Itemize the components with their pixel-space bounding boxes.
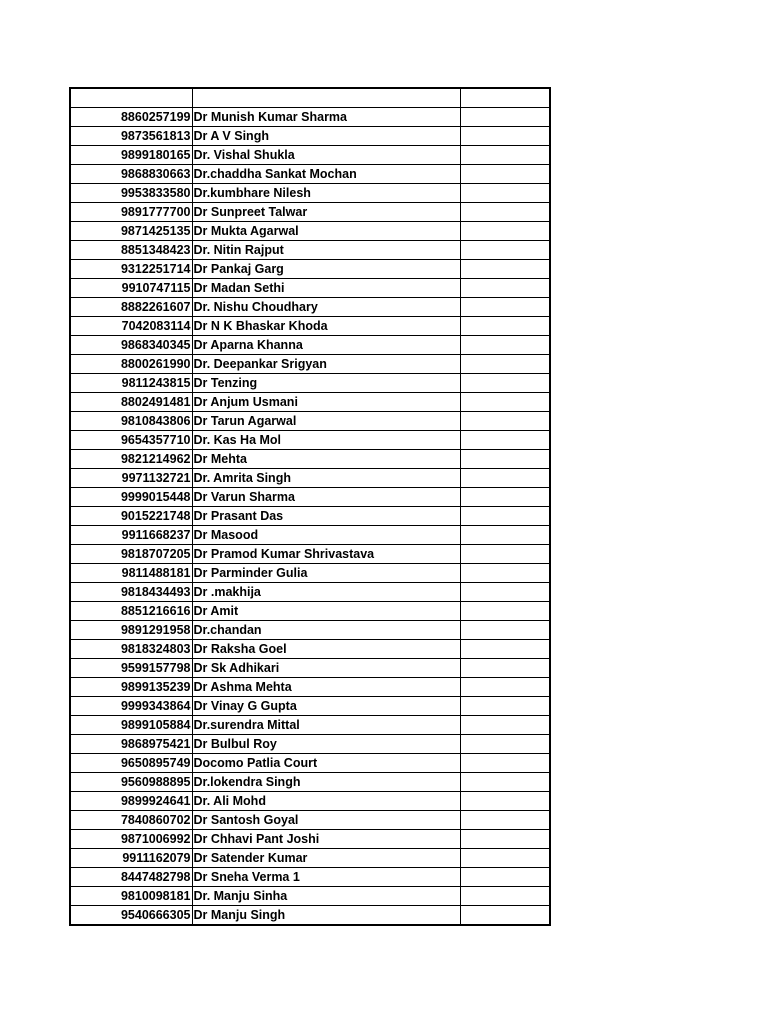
phone-number-cell: 9312251714 bbox=[70, 259, 192, 278]
empty-cell bbox=[460, 829, 550, 848]
table-row bbox=[70, 506, 550, 525]
table-row bbox=[70, 905, 550, 925]
doctor-name-cell: Dr.lokendra Singh bbox=[192, 772, 460, 791]
doctor-name-cell: Dr Madan Sethi bbox=[192, 278, 460, 297]
empty-cell bbox=[460, 601, 550, 620]
empty-cell bbox=[460, 259, 550, 278]
empty-cell bbox=[460, 620, 550, 639]
empty-cell bbox=[460, 468, 550, 487]
doctor-name-cell: Dr Aparna Khanna bbox=[192, 335, 460, 354]
table-row bbox=[70, 107, 550, 126]
table-row bbox=[70, 278, 550, 297]
table-row bbox=[70, 335, 550, 354]
empty-cell bbox=[460, 905, 550, 925]
phone-number-cell: 9654357710 bbox=[70, 430, 192, 449]
doctor-name-cell: Dr Tarun Agarwal bbox=[192, 411, 460, 430]
phone-number-cell: 8802491481 bbox=[70, 392, 192, 411]
table-row bbox=[70, 240, 550, 259]
empty-cell bbox=[460, 658, 550, 677]
phone-number-cell: 9971132721 bbox=[70, 468, 192, 487]
empty-cell bbox=[460, 810, 550, 829]
table-row bbox=[70, 525, 550, 544]
phone-number-cell: 9811243815 bbox=[70, 373, 192, 392]
empty-cell bbox=[460, 696, 550, 715]
empty-cell bbox=[460, 126, 550, 145]
header-cell-name bbox=[192, 88, 460, 107]
doctor-name-cell: Dr.surendra Mittal bbox=[192, 715, 460, 734]
table-row bbox=[70, 639, 550, 658]
table-row bbox=[70, 677, 550, 696]
phone-number-cell: 8851216616 bbox=[70, 601, 192, 620]
doctor-name-cell: Dr. Ali Mohd bbox=[192, 791, 460, 810]
empty-cell bbox=[460, 392, 550, 411]
table-row bbox=[70, 354, 550, 373]
table-row bbox=[70, 658, 550, 677]
phone-number-cell: 9818324803 bbox=[70, 639, 192, 658]
doctor-name-cell: Dr N K Bhaskar Khoda bbox=[192, 316, 460, 335]
doctor-name-cell: Dr.chaddha Sankat Mochan bbox=[192, 164, 460, 183]
header-cell-number bbox=[70, 88, 192, 107]
table-row bbox=[70, 791, 550, 810]
empty-cell bbox=[460, 297, 550, 316]
empty-cell bbox=[460, 734, 550, 753]
phone-number-cell: 7840860702 bbox=[70, 810, 192, 829]
table-row bbox=[70, 582, 550, 601]
phone-number-cell: 9818434493 bbox=[70, 582, 192, 601]
phone-number-cell: 9871006992 bbox=[70, 829, 192, 848]
empty-cell bbox=[460, 278, 550, 297]
table-row bbox=[70, 886, 550, 905]
phone-number-cell: 9868975421 bbox=[70, 734, 192, 753]
table-row bbox=[70, 183, 550, 202]
doctor-name-cell: Dr. Manju Sinha bbox=[192, 886, 460, 905]
doctor-name-cell: Dr Bulbul Roy bbox=[192, 734, 460, 753]
doctor-name-cell: Dr Mehta bbox=[192, 449, 460, 468]
doctor-name-cell: Dr Raksha Goel bbox=[192, 639, 460, 658]
doctor-name-cell: Dr Pramod Kumar Shrivastava bbox=[192, 544, 460, 563]
table-row bbox=[70, 734, 550, 753]
table-row bbox=[70, 202, 550, 221]
doctor-name-cell: Dr Santosh Goyal bbox=[192, 810, 460, 829]
empty-cell bbox=[460, 107, 550, 126]
doctor-name-cell: Dr.kumbhare Nilesh bbox=[192, 183, 460, 202]
phone-number-cell: 9871425135 bbox=[70, 221, 192, 240]
empty-cell bbox=[460, 316, 550, 335]
empty-cell bbox=[460, 221, 550, 240]
empty-cell bbox=[460, 411, 550, 430]
doctor-name-cell: Dr Amit bbox=[192, 601, 460, 620]
empty-cell bbox=[460, 202, 550, 221]
table-row bbox=[70, 297, 550, 316]
table-row bbox=[70, 221, 550, 240]
phone-number-cell: 9560988895 bbox=[70, 772, 192, 791]
doctor-name-cell: Dr Vinay G Gupta bbox=[192, 696, 460, 715]
doctor-name-cell: Dr A V Singh bbox=[192, 126, 460, 145]
phone-number-cell: 9810098181 bbox=[70, 886, 192, 905]
table-row bbox=[70, 848, 550, 867]
doctor-name-cell: Dr Varun Sharma bbox=[192, 487, 460, 506]
empty-cell bbox=[460, 886, 550, 905]
doctor-name-cell: Dr.chandan bbox=[192, 620, 460, 639]
doctor-name-cell: Dr Masood bbox=[192, 525, 460, 544]
doctor-name-cell: Dr Chhavi Pant Joshi bbox=[192, 829, 460, 848]
phone-number-cell: 9953833580 bbox=[70, 183, 192, 202]
table-row bbox=[70, 316, 550, 335]
empty-cell bbox=[460, 373, 550, 392]
empty-cell bbox=[460, 145, 550, 164]
phone-number-cell: 8860257199 bbox=[70, 107, 192, 126]
table-row bbox=[70, 487, 550, 506]
empty-cell bbox=[460, 677, 550, 696]
phone-number-cell: 8882261607 bbox=[70, 297, 192, 316]
empty-cell bbox=[460, 791, 550, 810]
empty-cell bbox=[460, 506, 550, 525]
phone-number-cell: 9818707205 bbox=[70, 544, 192, 563]
doctor-name-cell: Dr Tenzing bbox=[192, 373, 460, 392]
table-row bbox=[70, 810, 550, 829]
empty-cell bbox=[460, 544, 550, 563]
doctor-name-cell: Dr. Nishu Choudhary bbox=[192, 297, 460, 316]
doctor-name-cell: Dr. Kas Ha Mol bbox=[192, 430, 460, 449]
empty-cell bbox=[460, 183, 550, 202]
phone-number-cell: 9868340345 bbox=[70, 335, 192, 354]
phone-number-cell: 9821214962 bbox=[70, 449, 192, 468]
empty-cell bbox=[460, 240, 550, 259]
phone-number-cell: 9899135239 bbox=[70, 677, 192, 696]
phone-number-cell: 9899924641 bbox=[70, 791, 192, 810]
doctor-name-cell: Docomo Patlia Court bbox=[192, 753, 460, 772]
doctor-name-cell: Dr Anjum Usmani bbox=[192, 392, 460, 411]
doctor-name-cell: Dr. Nitin Rajput bbox=[192, 240, 460, 259]
empty-cell bbox=[460, 164, 550, 183]
empty-cell bbox=[460, 639, 550, 658]
doctor-name-cell: Dr Sunpreet Talwar bbox=[192, 202, 460, 221]
phone-number-cell: 9868830663 bbox=[70, 164, 192, 183]
table-row bbox=[70, 544, 550, 563]
phone-number-cell: 9899105884 bbox=[70, 715, 192, 734]
empty-cell bbox=[460, 715, 550, 734]
phone-number-cell: 9599157798 bbox=[70, 658, 192, 677]
empty-cell bbox=[460, 582, 550, 601]
empty-cell bbox=[460, 487, 550, 506]
phone-number-cell: 7042083114 bbox=[70, 316, 192, 335]
phone-number-cell: 9899180165 bbox=[70, 145, 192, 164]
table-row bbox=[70, 753, 550, 772]
table-row bbox=[70, 867, 550, 886]
phone-number-cell: 9650895749 bbox=[70, 753, 192, 772]
table-row bbox=[70, 392, 550, 411]
doctor-name-cell: Dr. Deepankar Srigyan bbox=[192, 354, 460, 373]
doctor-name-cell: Dr. Amrita Singh bbox=[192, 468, 460, 487]
empty-cell bbox=[460, 867, 550, 886]
empty-cell bbox=[460, 848, 550, 867]
phone-number-cell: 9810843806 bbox=[70, 411, 192, 430]
phone-number-cell: 8800261990 bbox=[70, 354, 192, 373]
phone-number-cell: 8851348423 bbox=[70, 240, 192, 259]
table-row bbox=[70, 696, 550, 715]
empty-cell bbox=[460, 563, 550, 582]
phone-number-cell: 9811488181 bbox=[70, 563, 192, 582]
phone-number-cell: 9873561813 bbox=[70, 126, 192, 145]
table-row bbox=[70, 620, 550, 639]
contact-table bbox=[69, 87, 551, 926]
phone-number-cell: 8447482798 bbox=[70, 867, 192, 886]
table-row bbox=[70, 715, 550, 734]
header-cell-extra bbox=[460, 88, 550, 107]
empty-cell bbox=[460, 753, 550, 772]
phone-number-cell: 9999343864 bbox=[70, 696, 192, 715]
doctor-name-cell: Dr Sk Adhikari bbox=[192, 658, 460, 677]
table-row bbox=[70, 468, 550, 487]
phone-number-cell: 9911162079 bbox=[70, 848, 192, 867]
table-row bbox=[70, 373, 550, 392]
table-row bbox=[70, 259, 550, 278]
table-row bbox=[70, 449, 550, 468]
table-row bbox=[70, 601, 550, 620]
table-row bbox=[70, 430, 550, 449]
phone-number-cell: 9910747115 bbox=[70, 278, 192, 297]
doctor-name-cell: Dr .makhija bbox=[192, 582, 460, 601]
table-row bbox=[70, 164, 550, 183]
doctor-name-cell: Dr Satender Kumar bbox=[192, 848, 460, 867]
table-row bbox=[70, 411, 550, 430]
doctor-name-cell: Dr Munish Kumar Sharma bbox=[192, 107, 460, 126]
doctor-name-cell: Dr Prasant Das bbox=[192, 506, 460, 525]
table-row bbox=[70, 563, 550, 582]
table-row bbox=[70, 126, 550, 145]
table-row bbox=[70, 145, 550, 164]
empty-cell bbox=[460, 430, 550, 449]
doctor-name-cell: Dr Pankaj Garg bbox=[192, 259, 460, 278]
doctor-name-cell: Dr. Vishal Shukla bbox=[192, 145, 460, 164]
table-row bbox=[70, 829, 550, 848]
empty-cell bbox=[460, 449, 550, 468]
phone-number-cell: 9999015448 bbox=[70, 487, 192, 506]
doctor-name-cell: Dr Mukta Agarwal bbox=[192, 221, 460, 240]
phone-number-cell: 9015221748 bbox=[70, 506, 192, 525]
phone-number-cell: 9891291958 bbox=[70, 620, 192, 639]
empty-cell bbox=[460, 525, 550, 544]
phone-number-cell: 9891777700 bbox=[70, 202, 192, 221]
phone-number-cell: 9540666305 bbox=[70, 905, 192, 925]
doctor-name-cell: Dr Manju Singh bbox=[192, 905, 460, 925]
empty-cell bbox=[460, 772, 550, 791]
doctor-name-cell: Dr Parminder Gulia bbox=[192, 563, 460, 582]
empty-cell bbox=[460, 335, 550, 354]
doctor-name-cell: Dr Ashma Mehta bbox=[192, 677, 460, 696]
header-row bbox=[70, 88, 550, 107]
table-row bbox=[70, 772, 550, 791]
doctor-name-cell: Dr Sneha Verma 1 bbox=[192, 867, 460, 886]
empty-cell bbox=[460, 354, 550, 373]
phone-number-cell: 9911668237 bbox=[70, 525, 192, 544]
